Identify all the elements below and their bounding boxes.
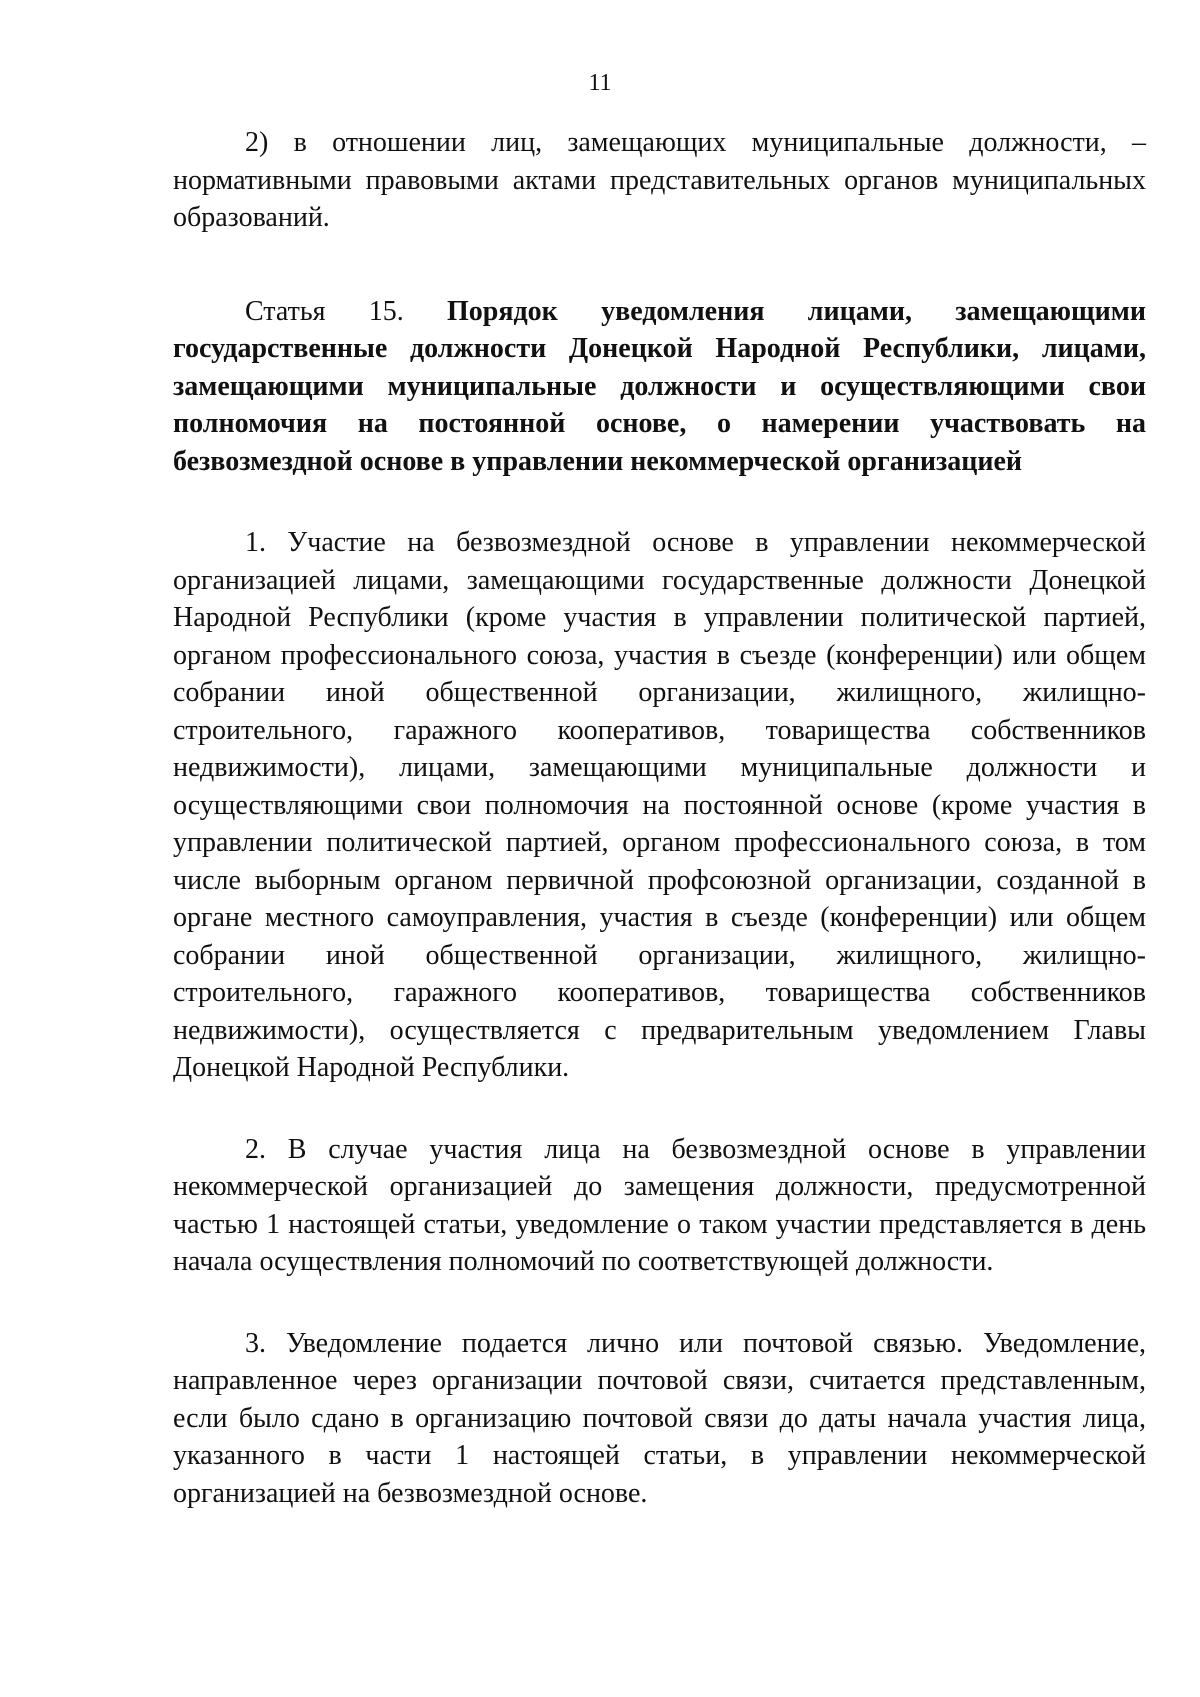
intro-item-paragraph: 2) в отношении лиц, замещающих муниципальные должности, – нормативными правовыми актами представительных органов муниципальных образований. bbox=[173, 127, 1146, 233]
page-number: 11 bbox=[588, 70, 612, 96]
paragraph-1: 1. Участие на безвозмездной основе в управлении некоммерческой организацией лицами, замещающими государственные должности Донецкой Народной Республики (кроме участия в управлении политической партией, органом профессионального союза, участия в съезде (конференции) или общем собрании иной общественной организации, жилищного, жилищно-строительного, гаражного кооперативов, товарищества собственников недвижимости), лицами, замещающими муниципальные должности и осуществляющими свои полномочия на постоянной основе (кроме участия в управлении политической партией, органом профессионального союза, в том числе выборным органом первичной профсоюзной организации, созданной в органе местного самоуправления, участия в съезде (конференции) или общем собрании иной общественной организации, жилищного, жилищно-строительного, гаражного кооперативов, товарищества собственников недвижимости), осуществляется с предварительным уведомлением Главы Донецкой Народной Республики. bbox=[173, 527, 1146, 1083]
article-heading bbox=[173, 293, 1146, 481]
paragraph-3: 3. Уведомление подается лично или почтовой связью. Уведомление, направленное через организации почтовой связи, считается представленным, если было сдано в организацию почтовой связи до даты начала участия лица, указанного в части 1 настоящей статьи, в управлении некоммерческой организацией на безвозмездной основе. bbox=[173, 1327, 1146, 1509]
document-body bbox=[173, 124, 1146, 1512]
paragraph-2: 2. В случае участия лица на безвозмездной основе в управлении некоммерческой организацией до замещения должности, предусмотренной частью 1 настоящей статьи, уведомление о таком участии представляется в день начала осуществления полномочий по соответствующей должности. bbox=[173, 1133, 1146, 1277]
article-title: Порядок уведомления лицами, замещающими государственные должности Донецкой Народной Республики, лицами, замещающими муниципальные должности и осуществляющими свои полномочия на постоянной основе, о намерении участвовать на безвозмездной основе в управлении некоммерческой организацией bbox=[173, 295, 1146, 477]
article-number: Статья 15. bbox=[245, 295, 448, 327]
